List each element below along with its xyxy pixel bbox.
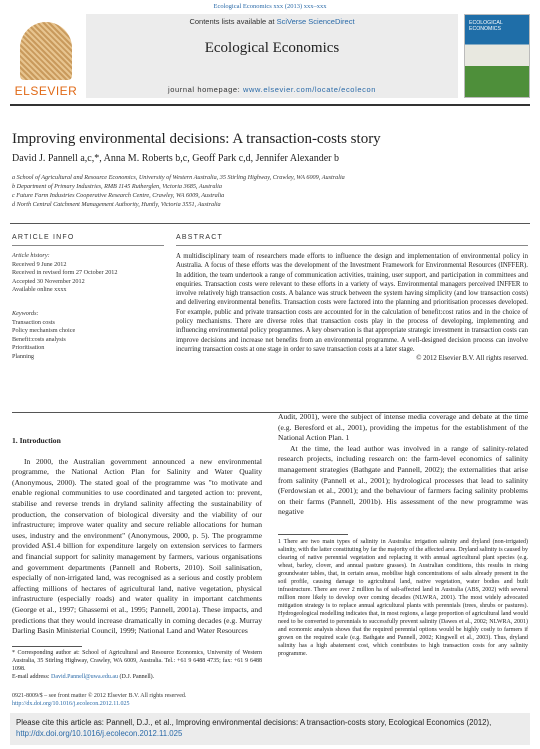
- article-title: Improving environmental decisions: A transaction-costs story: [12, 131, 381, 147]
- footnote-1: 1 There are two main types of salinity in Australia: irrigation salinity and dryland (non-irrigated) salinity, with the latter constituting by far the majority of the affected area. Dryland salinity is caused by clearing of native perennial vegetation and replacing it with annual agricultural plant species (e.g. wheat, barley, clover, and annual pasture grasses). In Australian conditions, this results in rising groundwater tables, that, in certain areas, mobilise high concentrations of salts already present in the soil profile, causing damage to agricultural land, native vegetation, water bodies and built infrastructure. There are over 2 million ha of salt-affected land in Australia (ABS, 2002) with several million more likely to develop over coming decades (NLWRA, 2001). The most widely advocated mitigation strategy is to replace annual agricultural plants with perennials (trees, shrubs or pastures). Hydrogeological modelling indicates that, in most regions, a large proportion of agricultural land would need to be converted to perennials to successfully prevent salinity (Dawes et al., 2002; NLWRA, 2001) and economic analysis shows that the required perennial options would be highly costly to farmers if grown on the required scale (e.g. Bathgate and Pannell, 2002; Kingwell et al., 2003). Thus, dryland salinity has a high abatement cost, which contributes to high transaction costs for any salinity programme.: [278, 539, 528, 657]
- abstract-text: A multidisciplinary team of researchers made efforts to influence the design and implementation of environmental policy in Australia. A focus of these efforts was the development of the Investment Framework for Environmental Resources (INFFER). In addition, the team undertook a range of communication activities, training, user support, and participation in committees and enquiries. Transaction costs were relevant to these efforts in a variety of ways. Environmental managers perceived INFFER to involve relatively high transaction costs. A balance was struck between the system having simplicity (and low transaction costs) and delivering environmental benefits. Transaction costs were factored into the planning and prioritisation processes developed. For example, public and private transaction costs are accounted for in the calculation of benefit:cost ratios and in the choice of policy mechanisms. There are diverse roles that transaction costs play in the process of developing, implementing and influencing environmental policy programmes. A key observation is that appropriate strategic investment in transaction costs can improve decisions and increase net benefits from an environmental programme. A well-designed decision process can involve incurring transaction costs at one stage in order to save transaction costs at a later stage.: [176, 253, 528, 353]
- issn-line: 0921-8009/$ – see front matter © 2012 Elsevier B.V. All rights reserved.: [12, 693, 187, 699]
- corresponding-author-note: * Corresponding author at: School of Agricultural and Resource Economics, University of Western Australia, 35 Stirling Highway, Crawley, WA 6009, Australia. Tel.: +61 9 6488 4735; fax: +61 9 6488 1098.: [12, 650, 262, 672]
- citation-doi-link[interactable]: http://dx.doi.org/10.1016/j.ecolecon.2012.11.025: [16, 729, 183, 738]
- doi-link[interactable]: http://dx.doi.org/10.1016/j.ecolecon.2012.11.025: [12, 701, 130, 707]
- article-info-rule: [12, 245, 164, 246]
- keyword-item: Transaction costs: [12, 318, 55, 326]
- right-footnote-rule: [278, 534, 348, 535]
- affiliations: [12, 173, 345, 209]
- email-suffix: (D.J. Pannell).: [118, 674, 155, 680]
- header-divider: [10, 104, 530, 106]
- history-item: Accepted 30 November 2012: [12, 277, 85, 285]
- abstract-label: ABSTRACT: [176, 234, 223, 241]
- section-heading: 1. Introduction: [12, 436, 61, 445]
- history-item: Available online xxxx: [12, 286, 67, 294]
- article-meta: [12, 692, 186, 708]
- citation-box: [10, 713, 530, 745]
- sciencedirect-link[interactable]: SciVerse ScienceDirect: [276, 17, 355, 26]
- right-column: [278, 412, 528, 518]
- left-footnote-rule: [12, 646, 82, 647]
- journal-header: [10, 14, 530, 98]
- email-link[interactable]: David.Pannell@uwa.edu.au: [51, 674, 119, 680]
- email-line: [12, 673, 262, 681]
- journal-banner: [86, 14, 458, 98]
- history-item: Received in revised form 27 October 2012: [12, 269, 118, 277]
- abstract-rule: [176, 245, 528, 246]
- keywords: [12, 310, 75, 362]
- abstract-body: [176, 252, 528, 364]
- journal-homepage: [86, 85, 458, 94]
- copyright: © 2012 Elsevier B.V. All rights reserved.: [416, 355, 528, 363]
- tree-icon: [20, 22, 72, 80]
- journal-cover-image[interactable]: [464, 14, 530, 98]
- intro-paragraph: In 2000, the Australian government announced a new environmental programme, the National Action Plan for Salinity and Water Quality (Anonymous, 2000). The stated goal of the programme was "to motivate and enable regional communities to use coordinated and targeted action to: prevent, stabilise and reverse trends in dryland salinity affecting the sustainability of production, the conservation of biological diversity and the viability of our infrastructure; improve water quality and secure reliable allocations for human uses, industry and the environment" (Anonymous, 2000, p. 5). The programme provided A$1.4 billion for expenditure largely on extension services to farmers and financial support for salinity management by farmers, various organisations and government departments (Pannell and Roberts, 2010). Soil salinisation, especially of non-irrigated land, was recognised as a serious and costly problem affecting millions of hectares of agricultural land, native vegetation, physical infrastructure (especially roads) and water quality in important catchments (George et al., 1997; Ghassemi et al., 1995; Pannell, 2001a). These impacts, and predictions that they would increase dramatically in coming decades (e.g. Murray Darling Basin Ministerial Council, 1999; National Land and Water Resources: [12, 456, 262, 636]
- history-heading: Article history:: [12, 252, 50, 259]
- journal-name: Ecological Economics: [204, 40, 340, 56]
- author-list: David J. Pannell a,c,*, Anna M. Roberts b,c, Geoff Park c,d, Jennifer Alexander b: [12, 153, 339, 164]
- homepage-prefix: journal homepage:: [167, 85, 243, 94]
- contents-line: [86, 17, 458, 26]
- keyword-item: Policy mechanism choice: [12, 327, 76, 335]
- publisher-logo[interactable]: [10, 14, 82, 98]
- email-prefix: E-mail address:: [12, 674, 51, 680]
- running-header: Ecological Economics xxx (2013) xxx–xxx: [213, 3, 327, 10]
- corresponding-footnote: [12, 649, 262, 681]
- affiliation-item: a School of Agricultural and Resource Economics, University of Western Australia, 35 Stirling Highway, Crawley, WA 6009, Australia: [12, 174, 345, 181]
- article-info-label: ARTICLE INFO: [12, 234, 75, 241]
- affiliation-item: b Department of Primary Industries, RMB 1145 Rutherglen, Victoria 3685, Australia: [12, 183, 222, 190]
- homepage-link[interactable]: www.elsevier.com/locate/ecolecon: [243, 85, 377, 94]
- keyword-item: Benefit:costs analysis: [12, 335, 66, 343]
- cover-title: ECOLOGICAL ECONOMICS: [469, 20, 503, 32]
- affiliations-divider: [10, 223, 530, 224]
- publisher-logo-text: ELSEVIER: [14, 84, 78, 98]
- article-history: [12, 252, 118, 295]
- left-column: [12, 436, 262, 637]
- affiliation-item: c Future Farm Industries Cooperative Research Centre, Crawley, WA 6009, Australia: [12, 192, 225, 199]
- history-item: Received 9 June 2012: [12, 260, 67, 268]
- citation-text: Please cite this article as: Pannell, D.J., et al., Improving environmental decisions: A transaction-costs story, Ecological Economics (2012),: [16, 718, 492, 727]
- affiliation-item: d North Central Catchment Management Authority, Huntly, Victoria 3551, Australia: [12, 201, 221, 208]
- keyword-item: Prioritisation: [12, 344, 45, 352]
- intro-continued: Audit, 2001), were the subject of intense media coverage and debate at the time (e.g. Beresford et al., 2001), providing the impetus for the establishment of the National Action Plan. 1: [278, 412, 528, 443]
- intro-paragraph-2: At the time, the lead author was involved in a range of salinity-related research projects, including research on: the farm-level economics of salinity management strategies (Bathgate and Pannell, 2002); the externalities that arise from salinity (Pannell et al., 2001); hydrological processes that lead to salinity (Ferdowsian et al., 2001); and the behaviour of farmers facing salinity problems on their farms (Pannell, 2001b). His assessment of the new programme was negative: [278, 443, 528, 517]
- keywords-heading: Keywords:: [12, 310, 39, 317]
- keyword-item: Planning: [12, 352, 35, 360]
- contents-prefix: Contents lists available at: [189, 17, 277, 26]
